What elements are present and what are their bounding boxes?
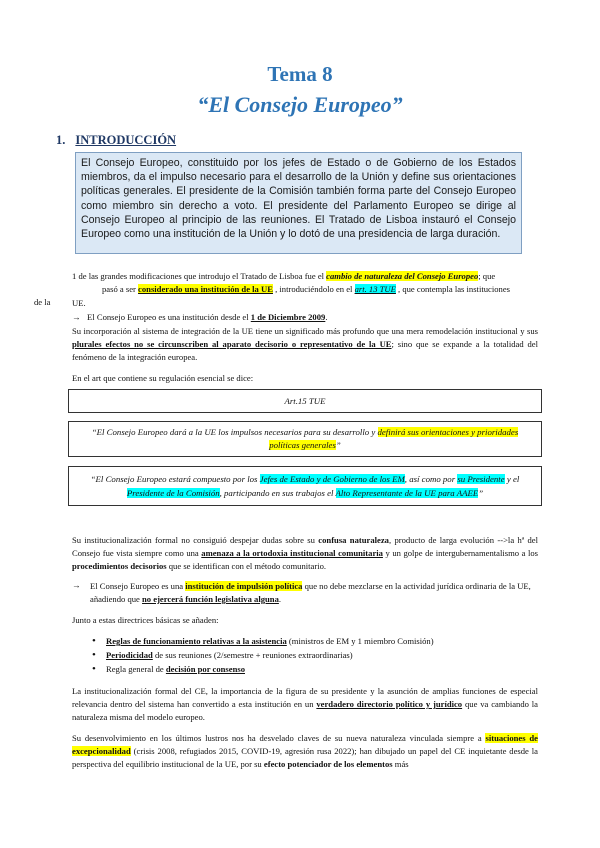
p9-text-e: más xyxy=(392,759,409,769)
p5-emphasis-amenaza: amenaza a la ortodoxia institucional comunitaria xyxy=(201,548,383,558)
section-number: 1. xyxy=(56,133,66,147)
p1-text-c: ; que xyxy=(478,271,496,281)
p8-text-a: La institucionalización formal del CE, la importancia de la figura de su presidente y la asunción de amplias funciones de especial relevancia dentro del sistema han convertido a esta institución en un xyxy=(72,686,538,709)
p8-text-c: que va cambiando la naturaleza misma del modelo europeo. xyxy=(72,699,538,722)
section-heading xyxy=(56,133,176,148)
p1-text-f: , introduciéndolo en el xyxy=(272,284,355,294)
bullet-1-text: (ministros de EM y 1 miembro Comisión) xyxy=(286,636,434,646)
paragraph-7: Junto a estas directrices básicas se añaden: xyxy=(72,615,219,625)
paragraph-8 xyxy=(72,685,538,724)
p1-text-d: pasó a ser xyxy=(102,284,139,294)
paragraph-4: En el art que contiene su regulación esencial se dice: xyxy=(72,373,254,383)
paragraph-2 xyxy=(72,311,538,324)
p9-highlight: situaciones de excepcionalidad xyxy=(72,733,538,756)
paragraph-1-line2 xyxy=(72,283,538,296)
article-label: Art.15 TUE xyxy=(284,396,326,406)
p9-text-c: (crisis 2008, refugiados 2015, COVID-19, agresión rusa 2022); han dibujado un papel del CE inquietante desde la perspectiva del equilibrio institucional de la UE, por su xyxy=(72,746,538,769)
p5-text-c: , producto de larga evolución -->la hª del Consejo fue vista siempre como una xyxy=(72,535,538,558)
quote2-highlight-alto-rep: Alto Representante de la UE para AAEE xyxy=(335,488,479,498)
p1-side-text: de la xyxy=(34,297,51,307)
quote-box-2 xyxy=(68,466,542,506)
quote2-text-i: ” xyxy=(478,488,484,498)
p6-text-e: . xyxy=(278,594,282,604)
quote2-highlight-jefes: Jefes de Estado y de Gobierno de los EM xyxy=(259,474,405,484)
paragraph-3 xyxy=(72,325,538,364)
quote2-text-a: “El Consejo Europeo estará compuesto por los xyxy=(90,474,260,484)
quote2-text-g: , participando en sus trabajos el xyxy=(219,488,336,498)
paragraph-5 xyxy=(72,534,538,573)
article-box xyxy=(68,389,542,413)
arrow-icon: → xyxy=(72,580,81,590)
list-item xyxy=(106,662,538,676)
quote-box-1 xyxy=(68,421,542,457)
document-title: Tema 8 xyxy=(267,62,333,86)
p6-text-a: El Consejo Europeo es una xyxy=(90,581,186,591)
paragraph-1 xyxy=(72,270,538,283)
quote2-highlight-comision: Presidente de la Comisión xyxy=(126,488,220,498)
bullet-2-text: de sus reuniones (2/semestre + reuniones extraordinarias) xyxy=(152,650,353,660)
p6-highlight: institución de impulsión política xyxy=(185,581,303,591)
p8-emphasis: verdadero directorio político y jurídico xyxy=(316,699,463,709)
quote1-text-a: “El Consejo Europeo dará a la UE los impulsos necesarios para su desarrollo y xyxy=(91,427,378,437)
p1-line3: UE. xyxy=(72,298,86,308)
quote2-text-e: y el xyxy=(504,474,520,484)
list-item xyxy=(106,634,538,648)
p2-date: 1 de Diciembre 2009 xyxy=(250,312,326,322)
p1-text-a: 1 de las grandes modificaciones que introdujo el Tratado de Lisboa fue el xyxy=(72,271,327,281)
p9-emphasis: efecto potenciador de los elementos xyxy=(263,759,393,769)
summary-box: El Consejo Europeo, constituido por los jefes de Estado o de Gobierno de los Estados miembros, da el impulso necesario para el desarrollo de la Unión y define sus orientaciones políticas generales. El presidente de la Comisión también forma parte del Consejo Europeo como miembro sin derecho a voto. El presidente del Parlamento Europeo se dirige al Consejo Europeo al principio de las reuniones. El Tratado de Lisboa instauró el Consejo Europeo como una institución de la Unión y lo dotó de una presidencia de larga duración. xyxy=(75,152,522,254)
paragraph-6 xyxy=(90,580,538,606)
p1-highlight-institucion: considerado una institución de la UE xyxy=(138,284,273,294)
p5-text-a: Su institucionalización formal no consiguió despejar dudas sobre su xyxy=(72,535,319,545)
p2-text-a: El Consejo Europeo es una institución desde el xyxy=(87,312,251,322)
p6-emphasis: no ejercerá función legislativa alguna xyxy=(142,594,279,604)
bullet-3-emphasis: decisión por consenso xyxy=(165,664,245,674)
p1-highlight-cambio: cambio de naturaleza del Consejo Europeo xyxy=(326,271,479,281)
p5-text-g: que se identifican con el método comunitario. xyxy=(166,561,327,571)
list-item xyxy=(106,648,538,662)
quote1-highlight: definirá sus orientaciones y prioridades políticas generales xyxy=(269,427,519,450)
p5-emphasis-procedimientos: procedimientos decisorios xyxy=(72,561,167,571)
p1-text-h: , que contempla las instituciones xyxy=(395,284,510,294)
quote2-text-c: , así como por xyxy=(404,474,458,484)
p6-text-c: que no debe mezclarse en la actividad jurídica ordinaria de la UE, añadiendo que xyxy=(90,581,531,604)
bullet-3-text: Regla general de xyxy=(106,664,166,674)
quote1-text-c: ” xyxy=(335,440,341,450)
p1-highlight-art13: art. 13 TUE xyxy=(354,284,396,294)
p9-text-a: Su desenvolvimiento en los últimos lustros nos ha desvelado claves de su nueva naturaleza vinculada siempre a xyxy=(72,733,486,743)
section-title: INTRODUCCIÓN xyxy=(75,133,177,147)
quote2-highlight-presidente: su Presidente xyxy=(457,474,505,484)
p2-text-c: . xyxy=(325,312,328,322)
arrow-icon: → xyxy=(72,312,81,322)
document-subtitle: “El Consejo Europeo” xyxy=(197,92,403,117)
bullet-2-emphasis: Periodicidad xyxy=(106,650,153,660)
p5-emphasis-confusa: confusa naturaleza xyxy=(318,535,389,545)
bullet-1-emphasis: Reglas de funcionamiento relativas a la asistencia xyxy=(106,636,287,646)
p3-emphasis: plurales efectos no se circunscriben al aparato decisorio o representativo de la UE xyxy=(72,339,392,349)
paragraph-9 xyxy=(72,732,538,771)
p3-text-c: ; sino que se expande a la totalidad del fenómeno de la integración europea. xyxy=(72,339,539,362)
p3-text-a: Su incorporación al sistema de integración de la UE tiene un significado más profundo que una mera remodelación institucional y sus xyxy=(72,326,538,336)
bullet-list xyxy=(90,634,538,676)
p5-text-e: y un golpe de intergubernamentalismo a los xyxy=(382,548,538,558)
